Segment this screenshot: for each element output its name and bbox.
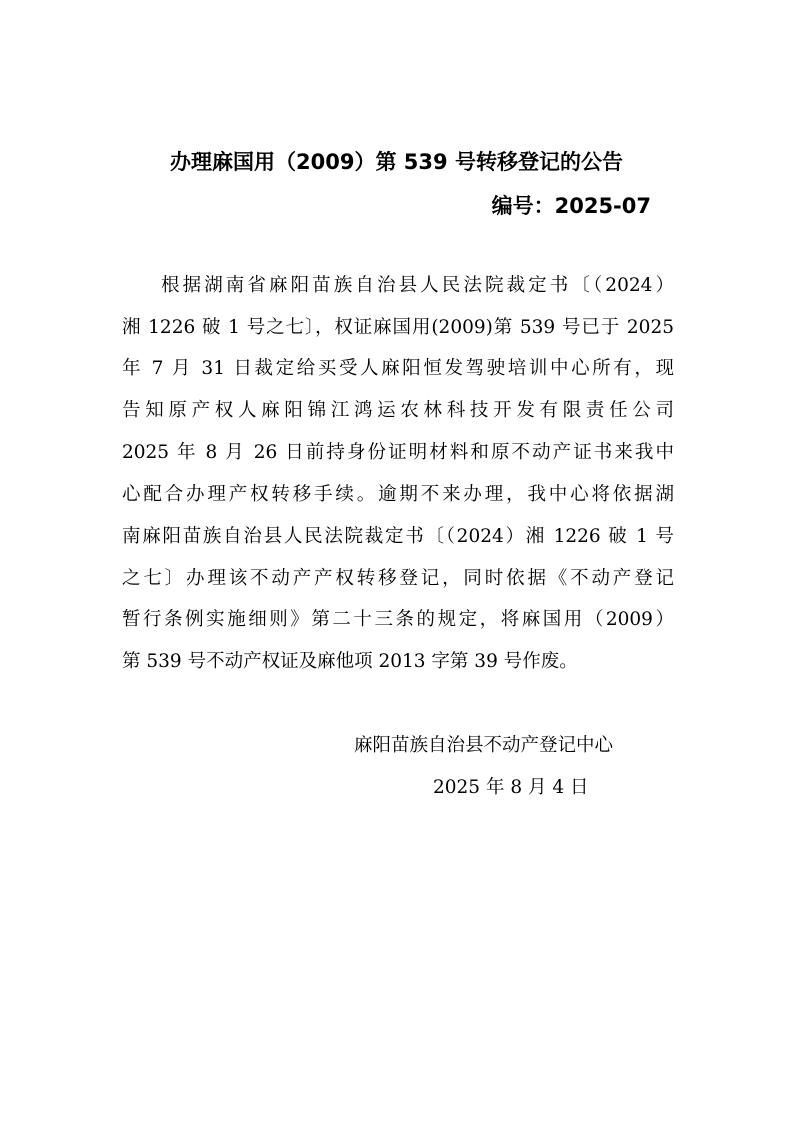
notice-number: 编号：2025-07 [491,194,651,218]
body-line: 年 7 月 31 日裁定给买受人麻阳恒发驾驶培训中心所有，现 [122,358,674,379]
body-line: 心配合办理产权转移手续。逾期不来办理，我中心将依据湖 [122,484,674,505]
body-line: 湘 1226 破 1 号之七〕，权证麻国用(2009)第 539 号已于 2025 [122,317,674,338]
notice-title: 办理麻国用（2009）第 539 号转移登记的公告 [170,150,623,174]
body-line: 告知原产权人麻阳锦江鸿运农林科技开发有限责任公司 [122,400,674,421]
signature-date: 2025 年 8 月 4 日 [433,777,589,798]
body-line: 第 539 号不动产权证及麻他项 2013 字第 39 号作废。 [122,651,578,672]
body-line: 南麻阳苗族自治县人民法院裁定书〔（2024）湘 1226 破 1 号 [122,526,674,547]
body-line: 2025 年 8 月 26 日前持身份证明材料和原不动产证书来我中 [122,442,674,463]
body-line: 暂行条例实施细则》第二十三条的规定，将麻国用（2009） [122,609,674,630]
body-line: 根据湖南省麻阳苗族自治县人民法院裁定书〔（2024） [161,275,674,296]
body-line: 之七〕办理该不动产产权转移登记，同时依据《不动产登记 [122,568,674,589]
signature-organization: 麻阳苗族自治县不动产登记中心 [354,735,614,756]
